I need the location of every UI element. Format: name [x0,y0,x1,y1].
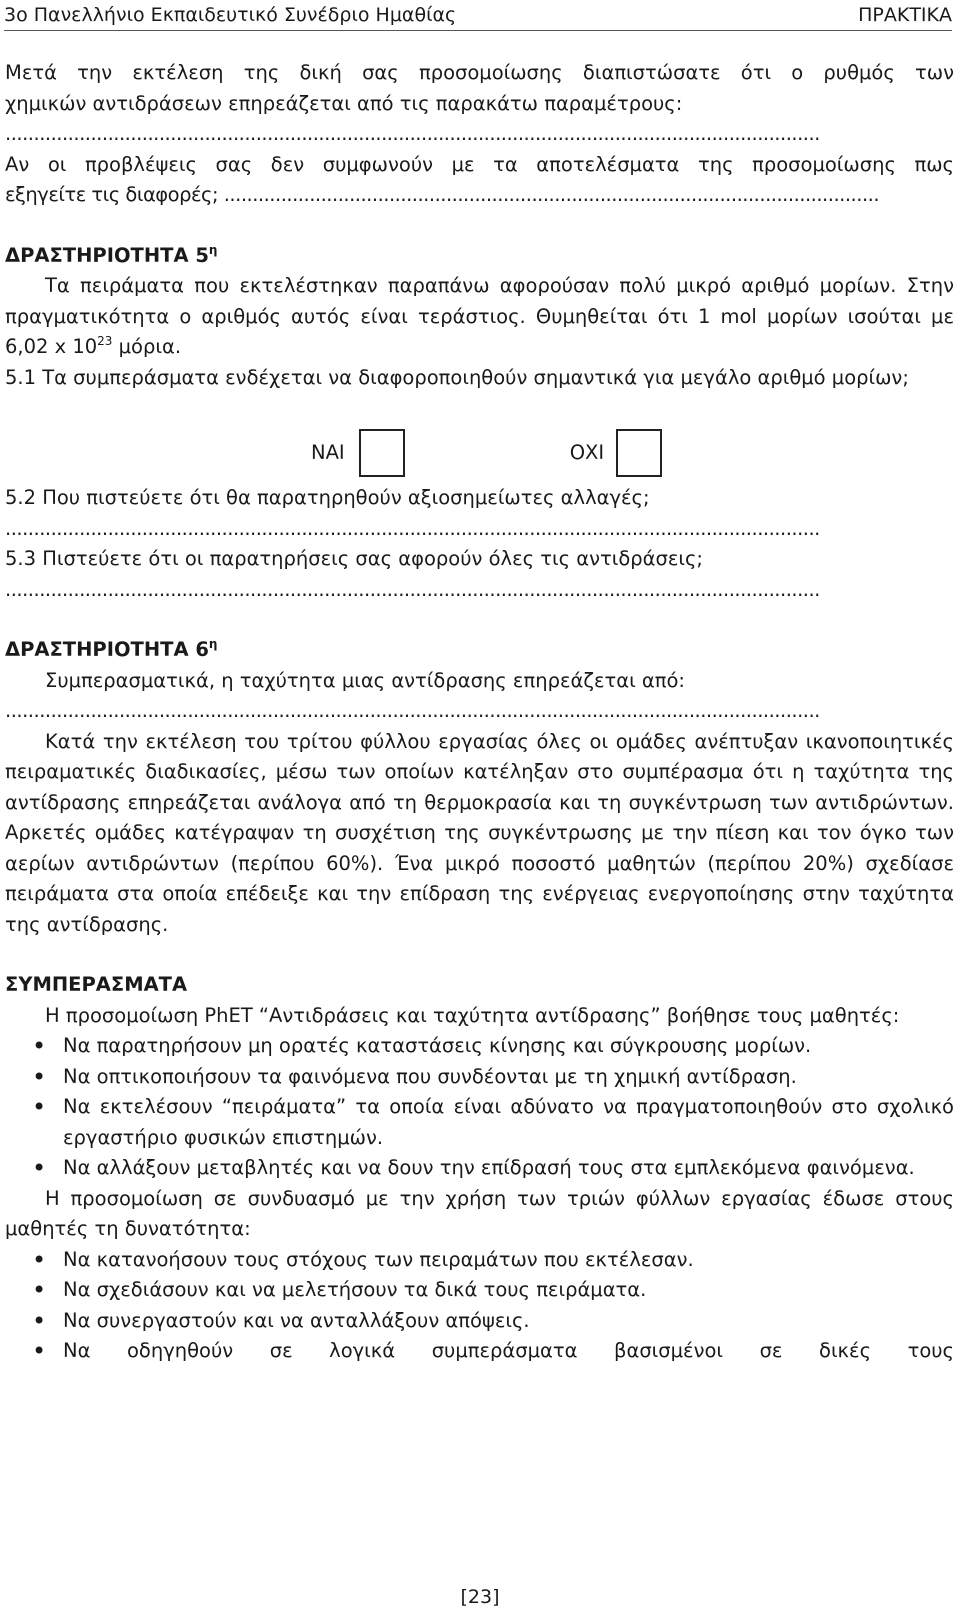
list-item: • Να αλλάξουν μεταβλητές και να δουν την επίδρασή τους στα εμπλεκόμενα φαινόμενα. [63,1153,954,1184]
activity5-heading: ΔΡΑΣΤΗΡΙΟΤΗΤΑ $5^\eta$ [5,242,218,267]
answer-dots-4: ............................................................................................................................................... [5,699,820,722]
conference-title: 3ο Πανελλήνιο Εκπαιδευτικό Συνέδριο Ημαθίας [4,4,457,26]
question-5-1: 5.1 Τα συμπεράσματα ενδέχεται να διαφοροποιηθούν σημαντικά για μεγάλο αριθμό μορίων; [5,365,909,389]
activity6-heading: ΔΡΑΣΤΗΡΙΟΤΗΤΑ $6^\eta$ [5,637,218,661]
list-item: • Να παρατηρήσουν μη ορατές καταστάσεις κίνησης και σύγκρουσης μορίων. [63,1031,954,1062]
yes-label: ΝΑΙ [311,440,345,464]
list-item: • Να σχεδιάσουν και να μελετήσουν τα δικά τους πειράματα. [63,1275,954,1306]
conclusions-intro-2: Η προσομοίωση σε συνδυασμό με την χρήση των τριών φύλλων εργασίας έδωσε στους μαθητές τη δυνατότητα: [5,1186,954,1240]
running-header [4,0,952,31]
conclusions-intro: Η προσομοίωση PhET “Αντιδράσεις και ταχύτητα αντίδρασης” βοήθησε τους μαθητές: [45,1003,900,1027]
list-item: • Να οδηγηθούν σε λογικά συμπεράσματα βασισμένοι σε δικές τους [63,1336,954,1367]
yes-no-choice [5,423,954,483]
conclusions-heading: ΣΥΜΠΕΡΑΣΜΑΤΑ [5,973,188,996]
intro-line-4: εξηγείτε τις διαφορές; ................................................................................................................... [5,183,880,206]
list-item: • Να κατανοήσουν τους στόχους των πειραμάτων που εκτέλεσαν. [63,1245,954,1276]
answer-dots-2: ............................................................................................................................................... [5,516,820,540]
question-5-2: 5.2 Που πιστεύετε ότι θα παρατηρηθούν αξιοσημείωτες αλλαγές; [5,486,650,509]
no-checkbox[interactable] [616,429,662,477]
list-item: • Να εκτελέσουν “πειράματα” τα οποία είναι αδύνατο να πραγματοποιηθούν στο σχολικό εργαστήριο φυσικών επιστημών. [63,1092,954,1153]
yes-checkbox[interactable] [359,429,405,477]
list-item: • Να οπτικοποιήσουν τα φαινόμενα που συνδέονται με τη χημική αντίδραση. [63,1062,954,1093]
conclusions-list-2 [5,1245,954,1367]
answer-dots-1: ............................................................................................................................................... [5,122,820,145]
question-5-3: 5.3 Πιστεύετε ότι οι παρατηρήσεις σας αφορούν όλες τις αντιδράσεις; [5,547,703,570]
intro-line-3: Αν οι προβλέψεις σας δεν συμφωνούν με τα αποτελέσματα της προσομοίωσης πως [5,152,954,176]
no-label: ΟΧΙ [569,440,605,464]
section-label: ΠΡΑΚΤΙΚΑ [858,4,952,26]
list-item: • Να συνεργαστούν και να ανταλλάξουν απόψεις. [63,1306,954,1337]
activity6-paragraph: Κατά την εκτέλεση του τρίτου φύλλου εργασίας όλες οι ομάδες ανέπτυξαν ικανοποιητικές πειραματικές διαδικασίες, μέσω των οποίων κατέληξαν στο συμπέρασμα ότι η ταχύτητα της αντίδρασης επηρεάζεται ανάλογα από τη θερμοκρασία και τη συγκέντρωση των αντιδρώντων. Αρκετές ομάδες κατέγραψαν τη συσχέτιση της συγκέντρωσης με την πίεση και τον όγκο των αερίων αντιδρώντων (περίπου 60%). Ένα μικρό ποσοστό μαθητών (περίπου 20%) σχεδίασε πειράματα στα οποία επέδειξε και την επίδραση της ενέργειας ενεργοποίησης στην ταχύτητα της αντίδρασης. [5,729,954,936]
intro-line-1: Μετά την εκτέλεση της δική σας προσομοίωσης διαπιστώσατε ότι ο ρυθμός των [5,61,954,84]
page-content [5,58,954,1367]
intro-line-2: χημικών αντιδράσεων επηρεάζεται από τις παρακάτω παραμέτρους: [5,91,683,115]
answer-dots-3: ............................................................................................................................................... [5,577,820,601]
conclusions-list-1 [5,1031,954,1184]
activity5-text: Τα πειράματα που εκτελέστηκαν παραπάνω αφορούσαν πολύ μικρό αριθμό μορίων. Στην πραγματικότητα ο αριθμός αυτός είναι τεράστιος. Θυμηθείται ότι 1 mol μορίων ισούται με 6,02 x $10^{23}$ μόρια. [5,274,954,358]
activity6-prompt: Συμπερασματικά, η ταχύτητα μιας αντίδρασης επηρεάζεται από: [45,668,685,692]
page-number: [23] [460,1586,500,1608]
